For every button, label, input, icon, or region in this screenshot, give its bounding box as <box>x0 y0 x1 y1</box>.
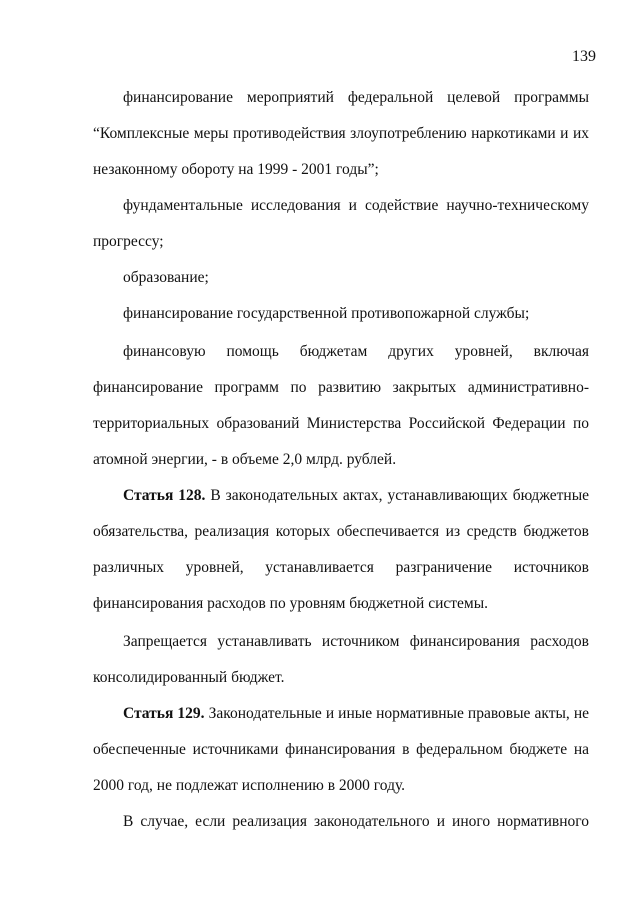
paragraph-line: Запрещается устанавливать источником финансирования расходов <box>123 633 589 650</box>
paragraph-line: территориальных образований Министерства Российской Федерации по <box>93 415 589 432</box>
paragraph-line: обязательства, реализация которых обеспечивается из средств бюджетов <box>93 523 589 540</box>
paragraph-line: 2000 год, не подлежат исполнению в 2000 году. <box>93 777 406 794</box>
paragraph-line: образование; <box>123 269 209 286</box>
article-129-heading: Статья 129. <box>123 705 205 722</box>
paragraph-line: финансовую помощь бюджетам других уровней, включая <box>123 343 589 360</box>
paragraph-line: обеспеченные источниками финансирования в федеральном бюджете на <box>93 741 589 758</box>
paragraph-line: консолидированный бюджет. <box>93 669 285 686</box>
paragraph-line: прогрессу; <box>93 233 164 250</box>
paragraph-line: финансирование государственной противопожарной службы; <box>123 305 530 322</box>
paragraph-line: “Комплексные меры противодействия злоупотреблению наркотиками и их <box>93 125 589 142</box>
article-128-text: В законодательных актах, устанавливающих бюджетные <box>210 487 590 504</box>
article-129-line <box>123 704 589 724</box>
paragraph-line: незаконному обороту на 1999 - 2001 годы”; <box>93 161 379 178</box>
paragraph-line: финансирования расходов по уровням бюджетной системы. <box>93 595 489 612</box>
paragraph-line: финансирование программ по развитию закрытых административно- <box>93 379 589 396</box>
article-128-line <box>123 486 589 506</box>
paragraph-line: В случае, если реализация законодательного и иного нормативного <box>123 813 589 830</box>
paragraph-line: различных уровней, устанавливается разграничение источников <box>93 559 589 576</box>
article-128-heading: Статья 128. <box>123 487 206 504</box>
paragraph-line: фундаментальные исследования и содействие научно-техническому <box>123 197 589 214</box>
paragraph-line: финансирование мероприятий федеральной целевой программы <box>123 89 589 106</box>
article-129-text: Законодательные и иные нормативные правовые акты, не <box>208 705 589 722</box>
paragraph-line: атомной энергии, - в объеме 2,0 млрд. рублей. <box>93 451 397 468</box>
page-number: 139 <box>572 48 596 65</box>
